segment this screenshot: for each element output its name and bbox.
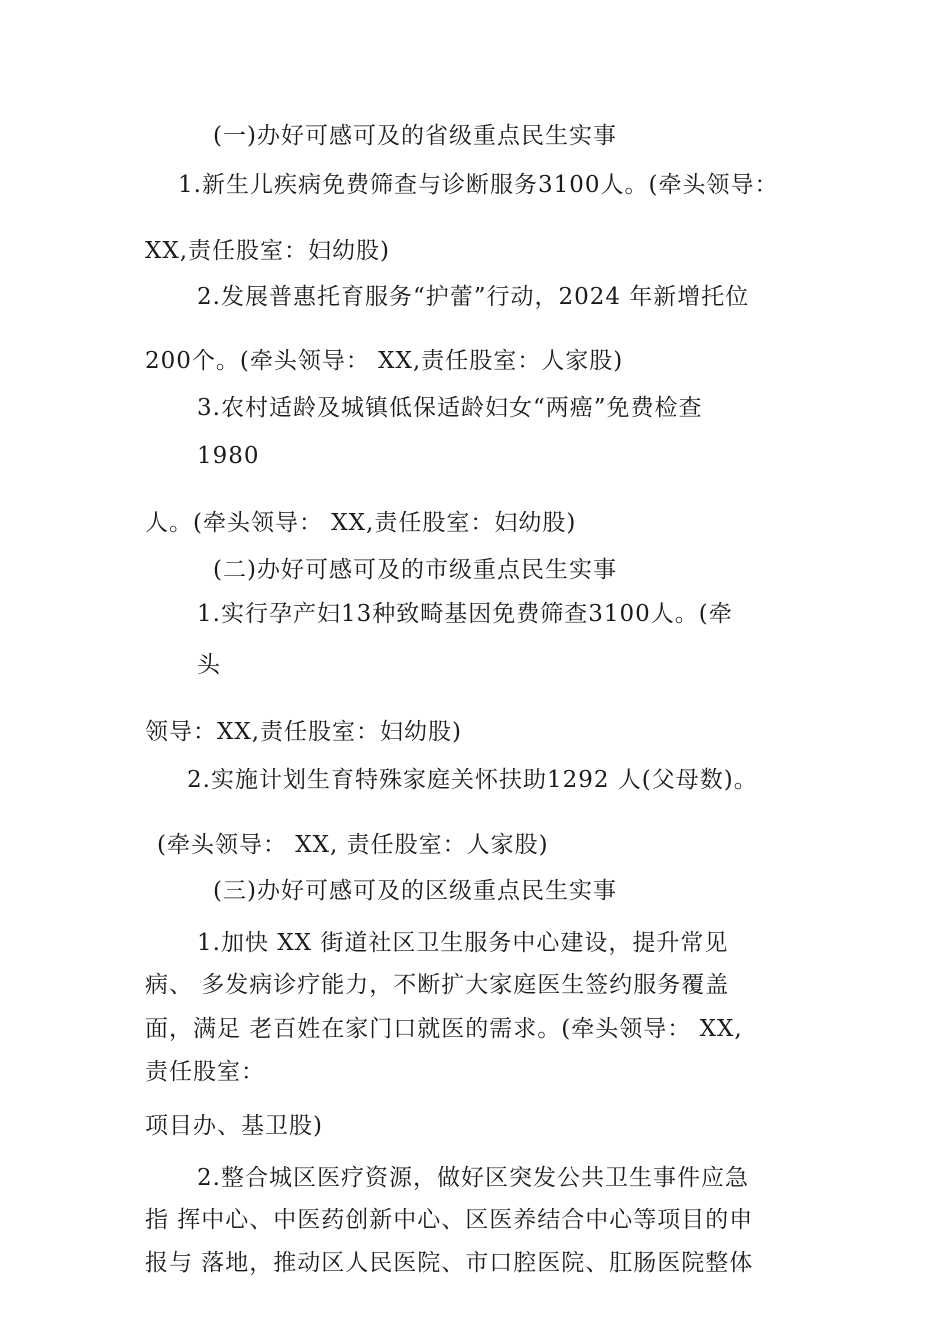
provincial-item-2-line-2: 200个。(牵头领导： XX,责任股室：人家股) <box>145 348 624 374</box>
provincial-item-3-line-3: 人。(牵头领导： XX,责任股室：妇幼股) <box>145 510 577 536</box>
municipal-item-2-line-2: (牵头领导： XX, 责任股室：人家股) <box>157 832 549 858</box>
provincial-item-3-line-2: 1980 <box>197 443 260 469</box>
district-item-1-line-4: 责任股室： <box>145 1059 265 1085</box>
section-heading-municipal: (二)办好可感可及的市级重点民生实事 <box>213 557 617 583</box>
provincial-item-1-line-2: XX,责任股室：妇幼股) <box>145 238 391 264</box>
district-item-2-line-3: 报与 落地，推动区人民医院、市口腔医院、肛肠医院整体 <box>145 1250 754 1276</box>
provincial-item-1-line-1: 1.新生儿疾病免费筛查与诊断服务3100人。(牵头领导： <box>178 172 779 198</box>
district-item-1-line-5: 项目办、基卫股) <box>145 1113 323 1139</box>
district-item-2-line-2: 指 挥中心、中医药创新中心、区医养结合中心等项目的申 <box>145 1207 754 1233</box>
section-heading-district: (三)办好可感可及的区级重点民生实事 <box>213 878 617 904</box>
district-item-1-line-2: 病、 多发病诊疗能力，不断扩大家庭医生签约服务覆盖 <box>145 972 730 998</box>
district-item-2-line-1: 2.整合城区医疗资源，做好区突发公共卫生事件应急 <box>197 1165 749 1191</box>
provincial-item-2-line-1: 2.发展普惠托育服务“护蕾”行动，2024 年新增托位 <box>197 284 750 310</box>
district-item-1-line-1: 1.加快 XX 街道社区卫生服务中心建设，提升常见 <box>197 930 729 956</box>
municipal-item-1-line-3: 领导：XX,责任股室：妇幼股) <box>145 719 463 745</box>
district-item-1-line-3: 面，满足 老百姓在家门口就医的需求。(牵头领导： XX, <box>145 1016 743 1042</box>
municipal-item-1-line-2: 头 <box>197 652 221 678</box>
section-heading-provincial: (一)办好可感可及的省级重点民生实事 <box>213 123 617 149</box>
municipal-item-1-line-1: 1.实行孕产妇13种致畸基因免费筛查3100人。(牵 <box>197 601 733 627</box>
provincial-item-3-line-1: 3.农村适龄及城镇低保适龄妇女“两癌”免费检查 <box>197 395 703 421</box>
municipal-item-2-line-1: 2.实施计划生育特殊家庭关怀扶助1292 人(父母数)。 <box>187 767 758 793</box>
